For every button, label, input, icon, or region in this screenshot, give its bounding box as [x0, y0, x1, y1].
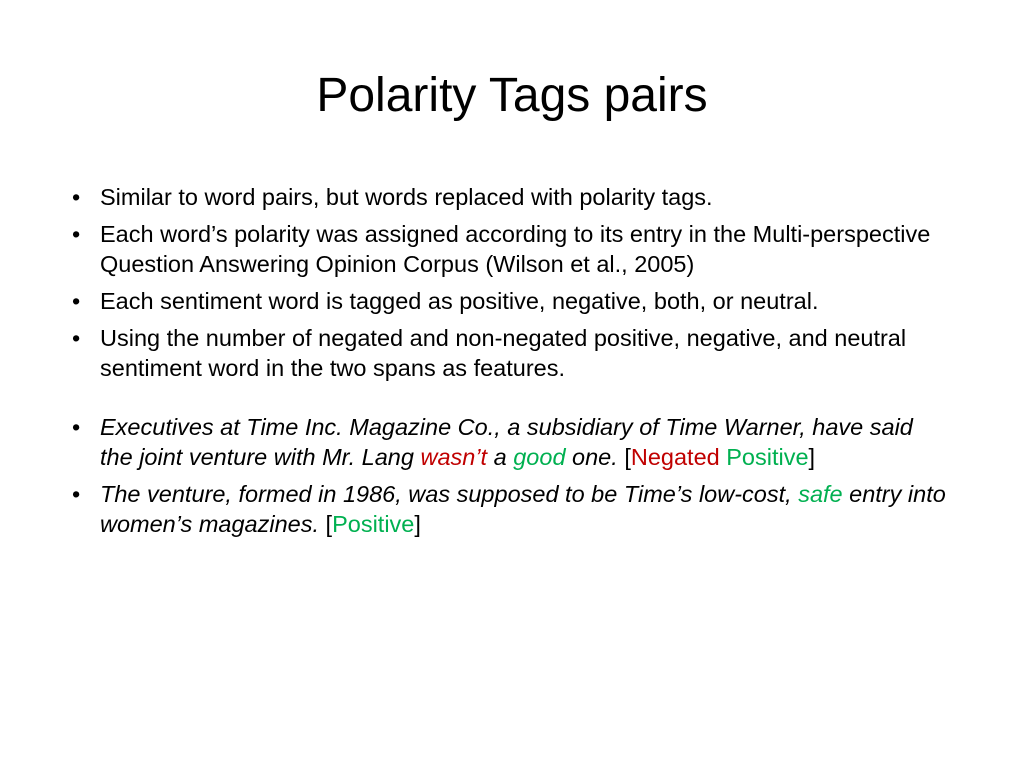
- bullet-text: Similar to word pairs, but words replaced with polarity tags.: [100, 184, 713, 210]
- sentiment-word: good: [513, 444, 566, 470]
- sentiment-word: safe: [798, 481, 843, 507]
- bullet-text: Using the number of negated and non-negated positive, negative, and neutral sentiment word in the two spans as features.: [100, 325, 907, 381]
- bullet-item: [72, 286, 952, 316]
- example-sentence: [100, 481, 946, 537]
- bullet-dot-icon: •: [72, 288, 81, 314]
- bullet-dot-icon: •: [72, 481, 81, 507]
- example-text: Executives at Time Inc. Magazine Co., a subsidiary of Time Warner, have said the joint venture with Mr. Lang: [100, 414, 913, 470]
- bullet-item: [72, 182, 952, 212]
- example-item: [72, 412, 952, 472]
- bullet-text: Each sentiment word is tagged as positive, negative, both, or neutral.: [100, 288, 819, 314]
- bullet-item: [72, 323, 952, 383]
- negation-word: wasn’t: [420, 444, 488, 470]
- tag-bracket: [: [319, 511, 333, 537]
- slide-title: Polarity Tags pairs: [316, 69, 708, 122]
- tag-positive: Positive: [332, 511, 415, 537]
- tag-bracket: ]: [808, 444, 816, 470]
- bullet-text: Each word’s polarity was assigned according to its entry in the Multi-perspective Question Answering Opinion Corpus (Wilson et al., 2005): [100, 221, 931, 277]
- example-text: The venture, formed in 1986, was supposed to be Time’s low-cost,: [100, 481, 799, 507]
- example-text: one.: [565, 444, 618, 470]
- bullet-dot-icon: •: [72, 221, 81, 247]
- bullet-dot-icon: •: [72, 414, 81, 440]
- example-text: entry into women’s magazines.: [100, 481, 946, 537]
- example-text: a: [487, 444, 514, 470]
- tag-bracket: ]: [414, 511, 421, 537]
- bullet-item: [72, 219, 952, 279]
- tag-negated: Negated: [630, 444, 720, 470]
- example-item: [72, 479, 952, 539]
- bullet-dot-icon: •: [72, 184, 81, 210]
- bullet-list: [72, 182, 952, 546]
- tag-bracket: [: [617, 444, 631, 470]
- bullet-dot-icon: •: [72, 325, 81, 351]
- tag-positive: Positive: [726, 444, 809, 470]
- example-sentence: [100, 414, 913, 470]
